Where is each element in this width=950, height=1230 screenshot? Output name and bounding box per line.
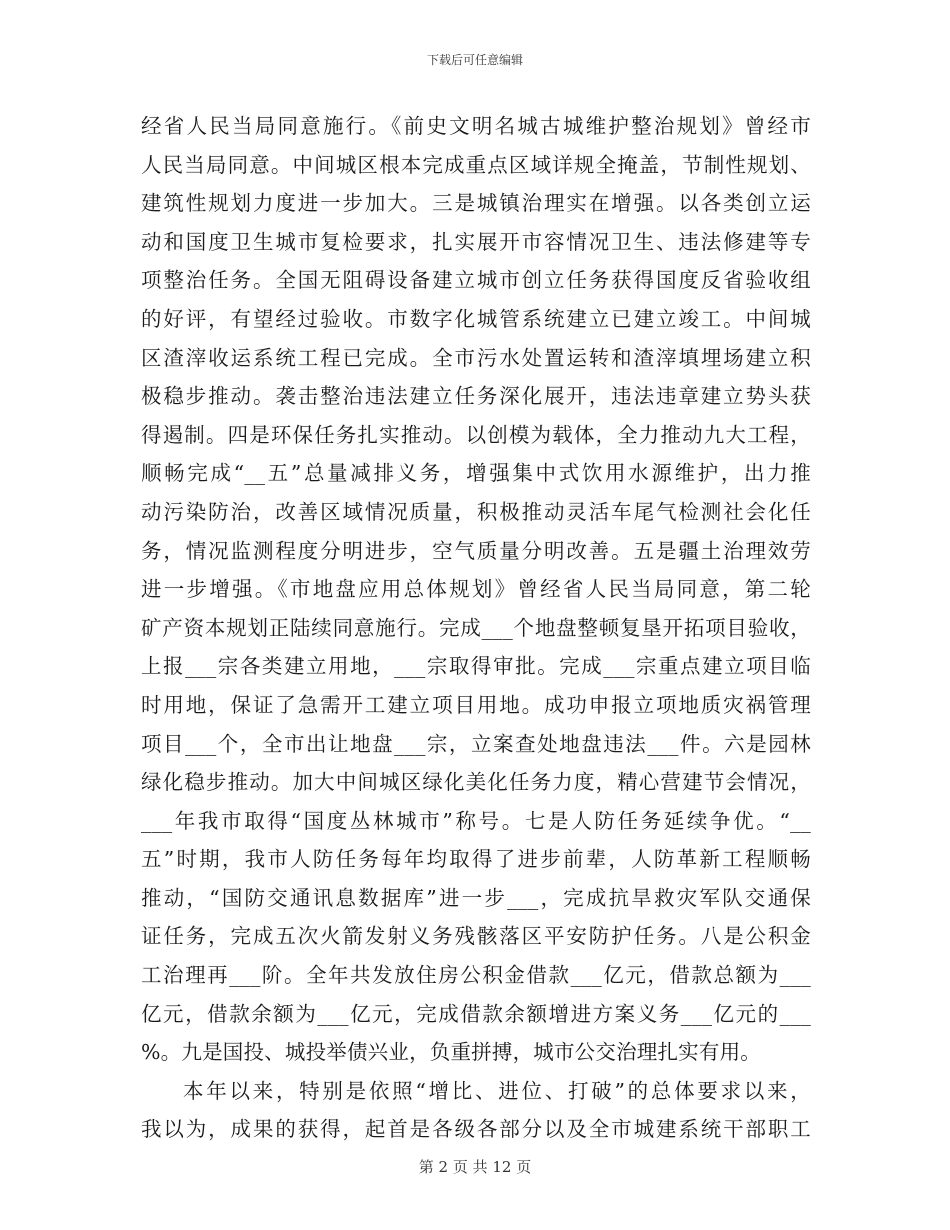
text-line: 五”时期，我市人防任务每年均取得了进步前辈，人防革新工程顺畅: [141, 847, 811, 872]
text-line: 区渣滓收运系统工程已完成。全市污水处置运转和渣滓填埋场建立积: [141, 345, 811, 370]
text-line: 务，情况监测程度分明进步，空气质量分明改善。五是疆土治理效劳: [141, 538, 811, 563]
page-footer: 第 2 页 共 12 页: [418, 1158, 532, 1176]
text-line: 工治理再___阶。全年共发放住房公积金借款___亿元，借款总额为___: [141, 963, 811, 988]
paragraph-2: [141, 1072, 811, 1149]
text-line: ___年我市取得“国度丛林城市”称号。七是人防任务延续争优。“__: [141, 808, 811, 833]
text-line: 建筑性规划力度进一步加大。三是城镇治理实在增强。以各类创立运: [141, 191, 811, 216]
text-line: 经省人民当局同意施行。《前史文明名城古城维护整治规划》曾经市: [141, 114, 811, 138]
text-line: 动和国度卫生城市复检要求，扎实展开市容情况卫生、违法修建等专: [141, 229, 811, 254]
paragraph-1: [141, 107, 811, 1072]
text-line: 人民当局同意。中间城区根本完成重点区域详规全掩盖，节制性规划、: [141, 152, 811, 177]
text-line: 绿化稳步推动。加大中间城区绿化美化任务力度，精心营建节会情况，: [141, 770, 811, 795]
page-header: 下载后可任意编辑: [426, 53, 523, 67]
text-line: 矿产资本规划正陆续同意施行。完成___个地盘整顿复垦开拓项目验收，: [141, 615, 811, 640]
text-line: 时用地，保证了急需开工建立项目用地。成功申报立项地质灾祸管理: [141, 692, 811, 717]
text-line: 极稳步推动。袭击整治违法建立任务深化展开，违法违章建立势头获: [141, 384, 811, 409]
text-line: 项目___个，全市出让地盘___宗，立案查处地盘违法___件。六是园林: [141, 731, 811, 756]
text-line: 证任务，完成五次火箭发射义务残骸落区平安防护任务。八是公积金: [141, 924, 811, 949]
text-line: 项整治任务。全国无阻碍设备建立城市创立任务获得国度反省验收组: [141, 268, 811, 293]
text-line: 的好评，有望经过验收。市数字化城管系统建立已建立竣工。中间城: [141, 306, 811, 331]
text-line: 亿元，借款余额为___亿元，完成借款余额增进方案义务___亿元的___: [141, 1001, 811, 1026]
text-line: 动污染防治，改善区域情况质量，积极推动灵活车尾气检测社会化任: [141, 499, 811, 524]
document-body: [141, 107, 811, 1149]
text-line: 进一步增强。《市地盘应用总体规划》曾经省人民当局同意，第二轮: [141, 577, 811, 602]
text-line-indented: 本年以来，特别是依照“增比、进位、打破”的总体要求以来，: [183, 1078, 811, 1103]
text-line: 我以为，成果的获得，起首是各级各部分以及全市城建系统干部职工: [141, 1117, 811, 1142]
text-line: 推动，“国防交通讯息数据库”进一步___，完成抗旱救灾军队交通保: [141, 885, 811, 910]
text-line: 得遏制。四是环保任务扎实推动。以创模为载体，全力推动九大工程，: [141, 422, 811, 447]
text-line: 上报___宗各类建立用地，___宗取得审批。完成___宗重点建立项目临: [141, 654, 811, 679]
text-line-last: %。九是国投、城投举债兴业，负重拼搏，城市公交治理扎实有用。: [141, 1040, 761, 1065]
text-line: 顺畅完成“__五”总量减排义务，增强集中式饮用水源维护，出力推: [141, 461, 811, 486]
